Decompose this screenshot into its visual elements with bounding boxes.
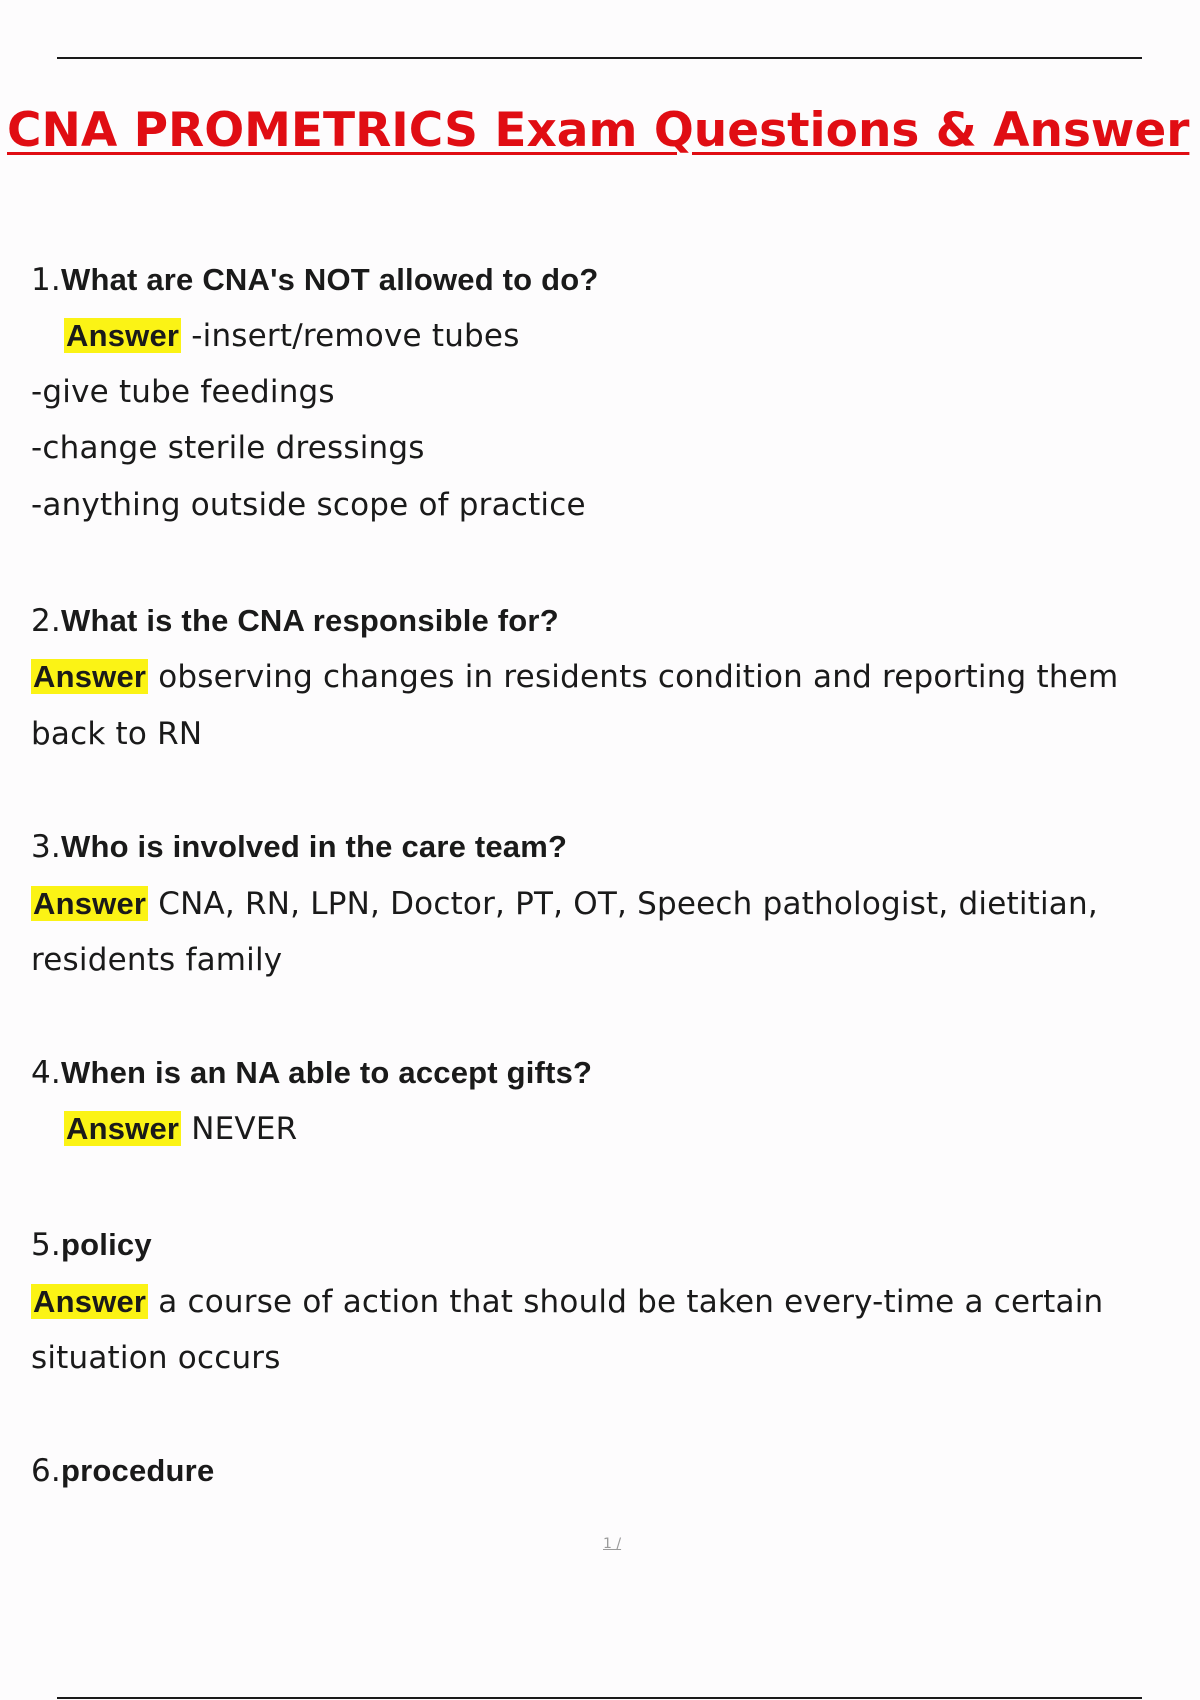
answer-text: situation occurs bbox=[31, 1340, 281, 1376]
question-text: policy bbox=[60, 1227, 152, 1262]
question-1 bbox=[31, 260, 599, 300]
document-title: CNA PROMETRICS Exam Questions & Answer bbox=[7, 103, 1190, 158]
question-number: 6. bbox=[31, 1453, 61, 1489]
answer-1-line-4 bbox=[31, 485, 586, 525]
question-number: 5. bbox=[31, 1227, 61, 1263]
answer-label: Answer bbox=[33, 886, 147, 921]
answer-label: Answer bbox=[33, 659, 147, 694]
question-3 bbox=[31, 827, 567, 867]
question-number: 2. bbox=[31, 603, 61, 639]
answer-1-line-1 bbox=[64, 316, 520, 356]
question-6 bbox=[31, 1451, 214, 1491]
question-number: 1. bbox=[31, 262, 61, 298]
answer-3-line-1 bbox=[31, 884, 1098, 924]
answer-text: a course of action that should be taken every-time a certain bbox=[158, 1284, 1104, 1320]
question-text: What is the CNA responsible for? bbox=[60, 603, 559, 638]
question-text: When is an NA able to accept gifts? bbox=[60, 1055, 593, 1090]
question-number: 4. bbox=[31, 1055, 61, 1091]
question-2 bbox=[31, 601, 559, 641]
answer-label: Answer bbox=[33, 1284, 147, 1319]
answer-text: observing changes in residents condition and reporting them bbox=[158, 659, 1119, 695]
answer-1-line-3 bbox=[31, 428, 425, 468]
answer-text: -change sterile dressings bbox=[31, 430, 425, 466]
bottom-rule bbox=[57, 1697, 1142, 1699]
answer-3-line-2 bbox=[31, 940, 282, 980]
question-4 bbox=[31, 1053, 592, 1093]
question-text: What are CNA's NOT allowed to do? bbox=[60, 262, 599, 297]
top-rule bbox=[57, 57, 1142, 59]
question-text: procedure bbox=[60, 1453, 215, 1488]
answer-1-line-2 bbox=[31, 372, 335, 412]
answer-text: -give tube feedings bbox=[31, 374, 335, 410]
answer-text: residents family bbox=[31, 942, 283, 978]
answer-2-line-2 bbox=[31, 714, 202, 754]
answer-5-line-2 bbox=[31, 1338, 281, 1378]
answer-4-line-1 bbox=[64, 1109, 297, 1149]
answer-text: -insert/remove tubes bbox=[191, 318, 520, 354]
answer-text: NEVER bbox=[191, 1111, 298, 1147]
answer-label: Answer bbox=[66, 318, 180, 353]
question-text: Who is involved in the care team? bbox=[60, 829, 568, 864]
answer-text: -anything outside scope of practice bbox=[31, 487, 586, 523]
answer-5-line-1 bbox=[31, 1282, 1103, 1322]
question-5 bbox=[31, 1225, 152, 1265]
answer-2-line-1 bbox=[31, 657, 1118, 697]
page-number: 1 / bbox=[603, 1536, 622, 1552]
answer-text: CNA, RN, LPN, Doctor, PT, OT, Speech pathologist, dietitian, bbox=[158, 886, 1098, 922]
answer-label: Answer bbox=[66, 1111, 180, 1146]
question-number: 3. bbox=[31, 829, 61, 865]
answer-text: back to RN bbox=[31, 716, 203, 752]
